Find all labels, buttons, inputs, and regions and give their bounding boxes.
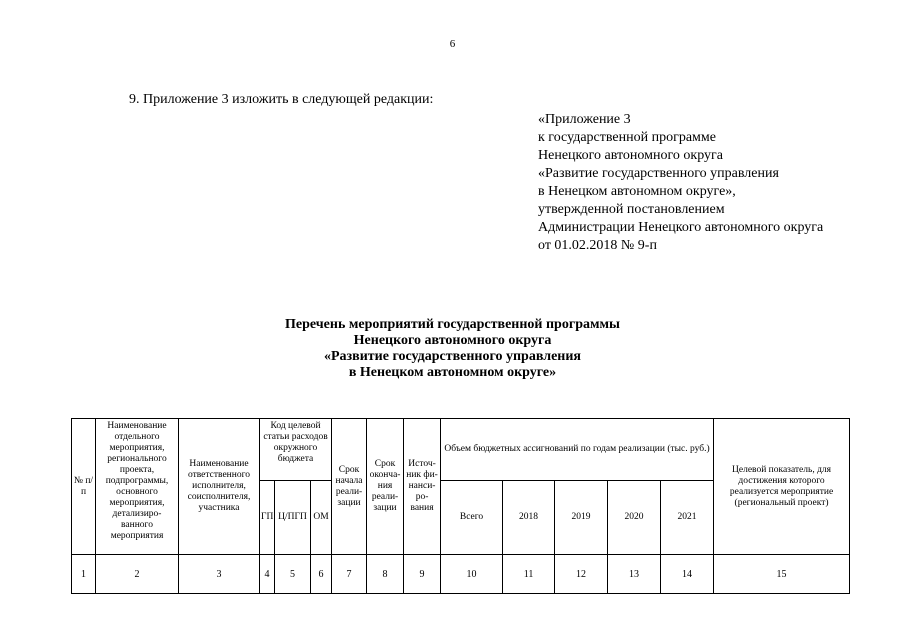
appendix-heading	[538, 111, 878, 255]
header-target-indicator: Целевой показатель, для достижения которого реализуется мероприятие (региональный проект)	[714, 419, 850, 555]
column-number: 4	[260, 555, 275, 594]
appendix-line: к государственной программе	[538, 130, 716, 145]
appendix-line: Администрации Ненецкого автономного округа	[538, 220, 824, 235]
column-number: 14	[661, 555, 714, 594]
column-number: 15	[714, 555, 850, 594]
appendix-line: утвержденной постановлением	[538, 202, 725, 217]
header-funding-source: Источ-ник фи-нанси-ро-вания	[404, 419, 441, 555]
column-number: 2	[96, 555, 179, 594]
header-year: 2019	[555, 481, 608, 555]
header-start-date: Срок начала реали-зации	[332, 419, 367, 555]
column-number: 5	[275, 555, 311, 594]
column-number: 6	[311, 555, 332, 594]
column-number: 3	[179, 555, 260, 594]
column-number: 11	[503, 555, 555, 594]
header-cpgp: Ц/ПГП	[275, 481, 311, 555]
column-number: 1	[72, 555, 96, 594]
appendix-line: «Развитие государственного управления	[538, 166, 779, 181]
header-budget-code: Код целевой статьи расходов окружного бюджета	[260, 419, 332, 481]
column-number: 10	[441, 555, 503, 594]
title-line: «Развитие государственного управления	[324, 349, 581, 364]
page-number: 6	[449, 38, 456, 50]
column-numbers-row	[72, 555, 850, 594]
header-gp: ГП	[260, 481, 275, 555]
column-number: 7	[332, 555, 367, 594]
document-title	[0, 317, 905, 381]
column-number: 12	[555, 555, 608, 594]
appendix-line: в Ненецком автономном округе»,	[538, 184, 736, 199]
header-measure-name: Наименование отдельного мероприятия, регионального проекта, подпрограммы, основного мероприятия, детализиро-ванного мероприятия	[96, 419, 179, 555]
column-number: 9	[404, 555, 441, 594]
column-number: 8	[367, 555, 404, 594]
header-budget-allocations: Объем бюджетных ассигнований по годам реализации (тыс. руб.)	[441, 419, 714, 481]
appendix-line: от 01.02.2018 № 9-п	[538, 238, 657, 253]
appendix-line: «Приложение 3	[538, 112, 631, 127]
appendix-line: Ненецкого автономного округа	[538, 148, 723, 163]
header-year: 2021	[661, 481, 714, 555]
title-line: Ненецкого автономного округа	[353, 333, 552, 348]
measures-table	[71, 418, 850, 594]
header-year: 2018	[503, 481, 555, 555]
header-executor: Наименование ответственного исполнителя, соисполнителя, участника	[179, 419, 260, 555]
header-no: № п/п	[72, 419, 96, 555]
header-total: Всего	[441, 481, 503, 555]
header-year: 2020	[608, 481, 661, 555]
header-end-date: Срок оконча-ния реали-зации	[367, 419, 404, 555]
title-line: в Ненецком автономном округе»	[348, 365, 557, 380]
title-line: Перечень мероприятий государственной программы	[285, 317, 620, 332]
intro-paragraph: 9. Приложение 3 изложить в следующей редакции:	[129, 92, 434, 107]
column-number: 13	[608, 555, 661, 594]
header-om: ОМ	[311, 481, 332, 555]
